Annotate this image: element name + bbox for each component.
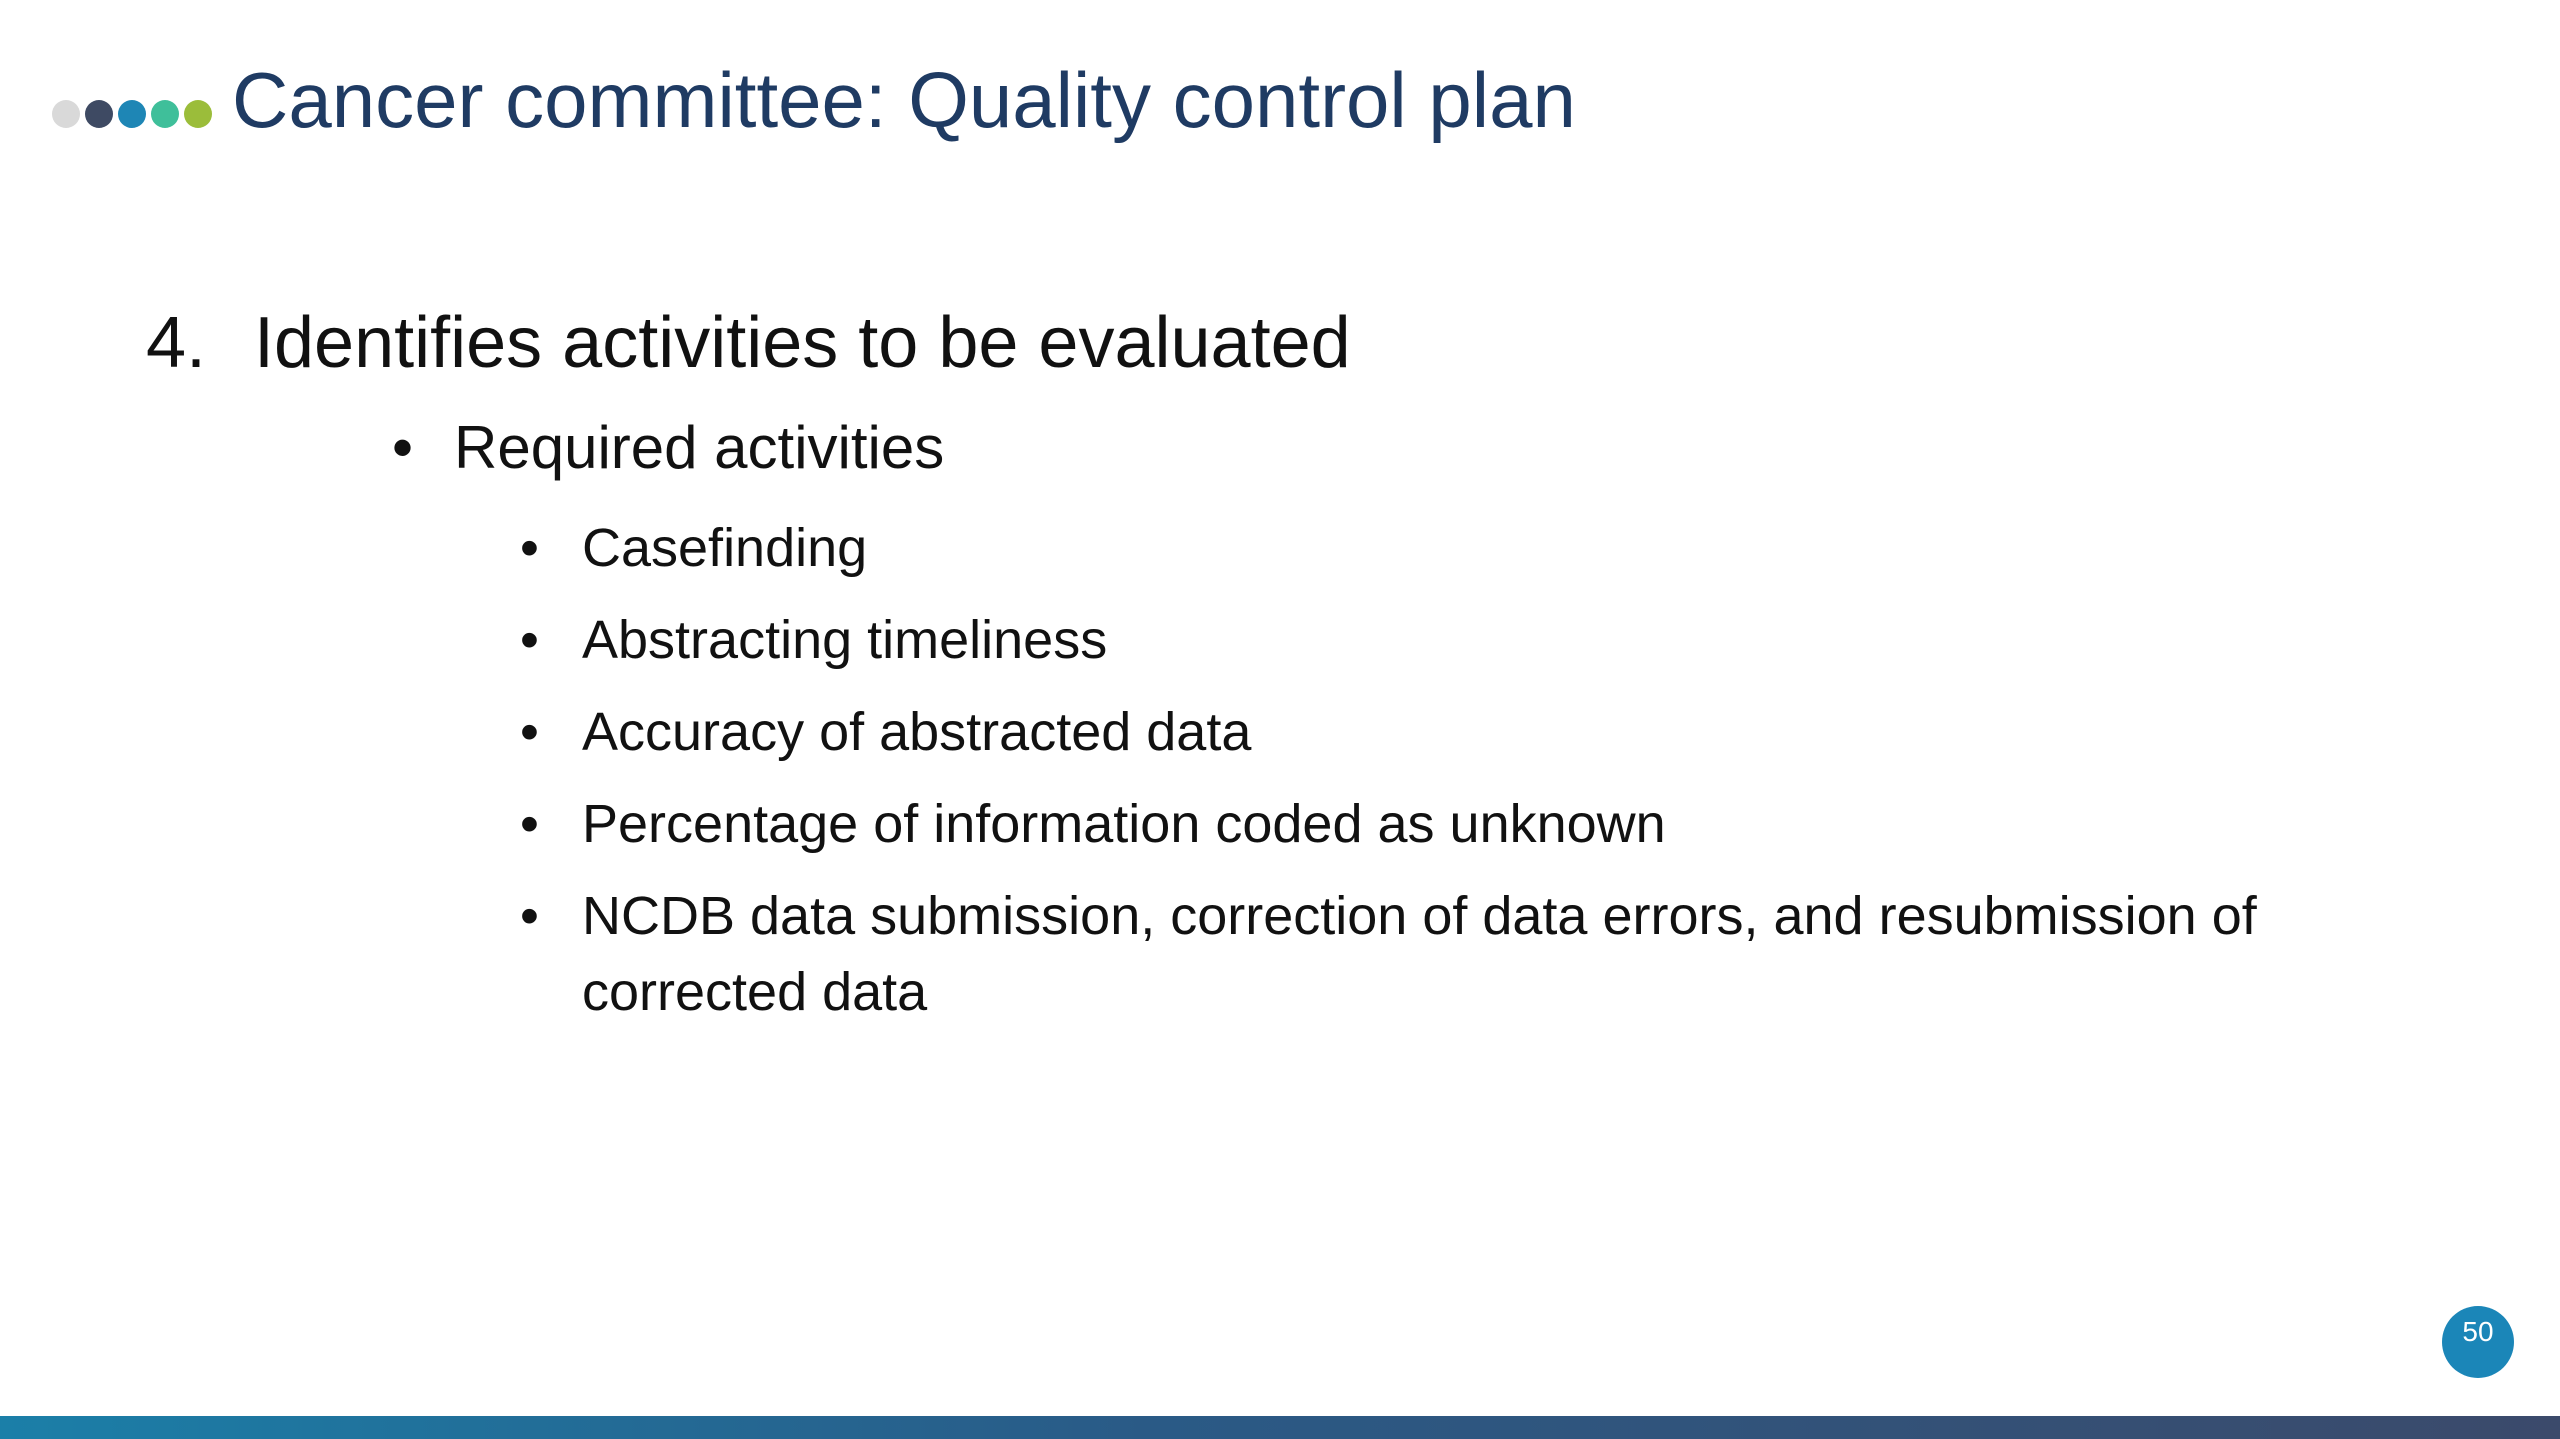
list-item-text: Percentage of information coded as unknown [582, 794, 1666, 854]
dot-icon [118, 100, 146, 128]
slide-title: Cancer committee: Quality control plan [232, 56, 1576, 144]
subheading-text: Required activities [454, 414, 945, 481]
bullet-icon: • [520, 518, 539, 578]
page-number-badge: 50 [2442, 1306, 2514, 1378]
list-item-text: NCDB data submission, correction of data errors, and resubmission of corrected data [582, 886, 2257, 1022]
list-item [520, 786, 2400, 862]
list-item [520, 602, 2400, 678]
bullet-icon: • [520, 702, 539, 762]
subheading [392, 410, 944, 486]
dot-icon [85, 100, 113, 128]
list-item [520, 510, 2400, 586]
decorative-dots [52, 100, 217, 128]
list-item [520, 694, 2400, 770]
list-item-text: Abstracting timeliness [582, 610, 1108, 670]
list-item [520, 878, 2400, 1030]
list-item-text: Casefinding [582, 518, 868, 578]
list-item-text: Accuracy of abstracted data [582, 702, 1252, 762]
numbered-heading [146, 298, 1351, 388]
dot-icon [151, 100, 179, 128]
heading-number: 4. [146, 303, 207, 383]
bullet-icon: • [392, 414, 414, 481]
dot-icon [184, 100, 212, 128]
bullet-icon: • [520, 886, 539, 946]
heading-text: Identifies activities to be evaluated [254, 303, 1351, 383]
activity-list [520, 510, 2400, 1046]
footer-bar [0, 1416, 2560, 1439]
bullet-icon: • [520, 794, 539, 854]
dot-icon [52, 100, 80, 128]
bullet-icon: • [520, 610, 539, 670]
